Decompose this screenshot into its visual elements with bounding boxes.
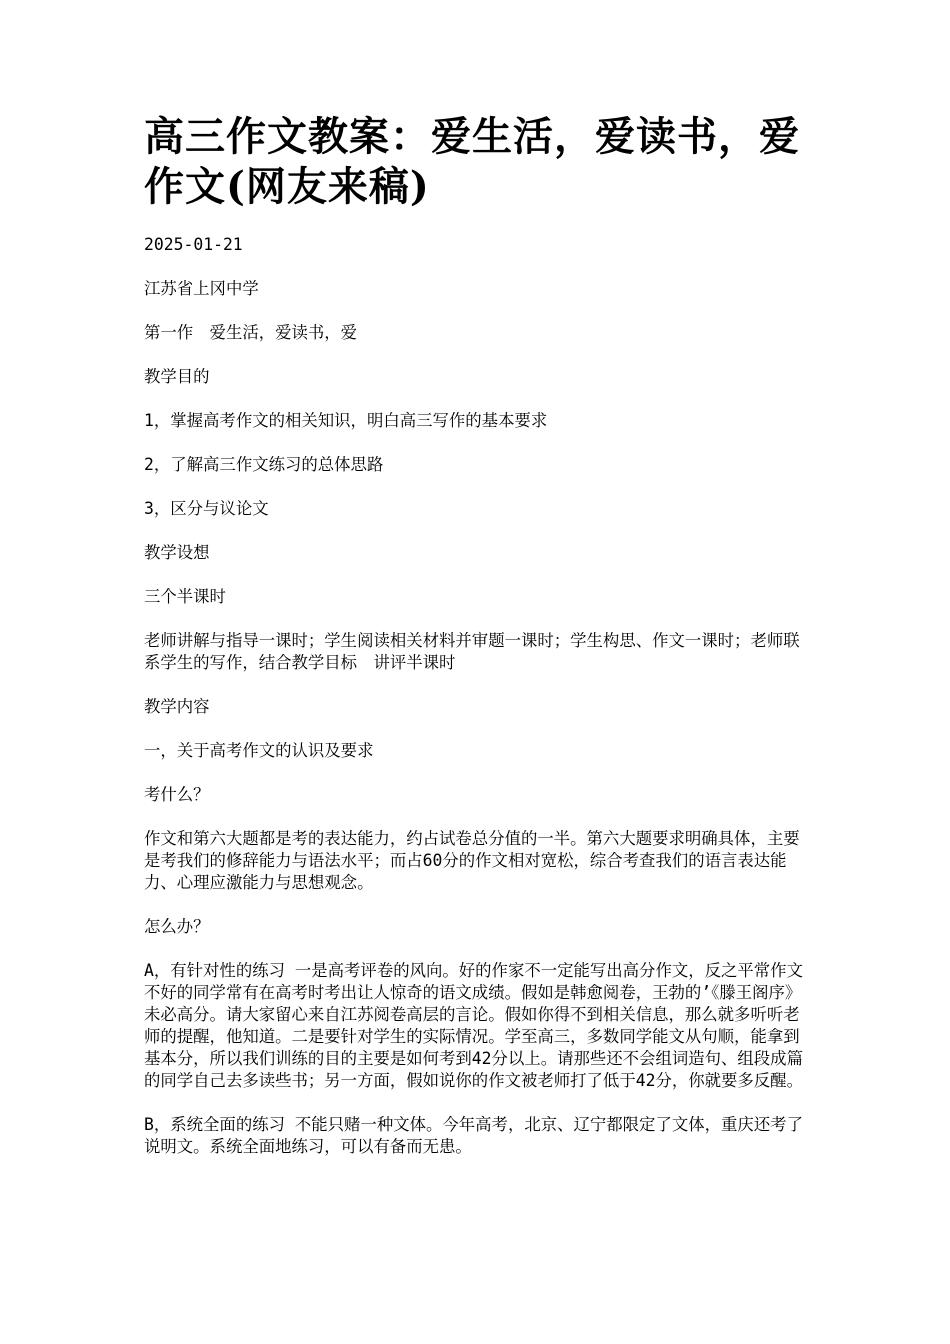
paragraph: 教学设想 xyxy=(144,543,210,562)
paragraph: 作文和第六大题都是考的表达能力，约占试卷总分值的一半。第六大题要求明确具体，主要是考我们的修辞能力与语法水平；而占60分的作文相对宽松，综合考查我们的语言表达能力、心理应激能力与思想观念。 xyxy=(144,829,800,892)
paragraph: 一，关于高考作文的认识及要求 xyxy=(144,741,374,760)
paragraph: 老师讲解与指导一课时；学生阅读相关材料并审题一课时；学生构思、作文一课时；老师联系学生的写作，结合教学目标 讲评半课时 xyxy=(144,631,800,672)
paragraph: 2，了解高三作文练习的总体思路 xyxy=(144,455,384,474)
document-school: 江苏省上冈中学 xyxy=(144,279,259,298)
paragraph: 第一作 爱生活，爱读书，爱 xyxy=(144,323,358,342)
paragraph: 考什么？ xyxy=(144,785,210,804)
document-title: 高三作文教案：爱生活，爱读书，爱作文(网友来稿) xyxy=(144,113,800,210)
paragraph: 1，掌握高考作文的相关知识，明白高三写作的基本要求 xyxy=(144,411,548,430)
paragraph: B，系统全面的练习 不能只赌一种文体。今年高考，北京、辽宁都限定了文体，重庆还考了说明文。系统全面地练习，可以有备而无患。 xyxy=(144,1115,803,1156)
paragraph: 怎么办？ xyxy=(144,917,210,936)
paragraph: A，有针对性的练习 一是高考评卷的风向。好的作家不一定能写出高分作文，反之平常作文不好的同学常有在高考时考出让人惊奇的语文成绩。假如是韩愈阅卷，王勃的’《滕王阁序》未必高分。请大家留心来自江苏阅卷高层的言论。假如你得不到相关信息，那么就多听听老师的提醒，他知道。二是要针对学生的实际情况。学至高三，多数同学能文从句顺，能拿到基本分，所以我们训练的目的主要是如何考到42分以上。请那些还不会组词造句、组段成篇的同学自己去多读些书；另一方面，假如说你的作文被老师打了低于42分，你就要多反醒。 xyxy=(144,961,803,1090)
paragraph: 教学内容 xyxy=(144,697,210,716)
paragraph: 三个半课时 xyxy=(144,587,226,606)
document-page xyxy=(144,112,808,1180)
document-date: 2025-01-21 xyxy=(144,235,243,254)
paragraph: 3，区分与议论文 xyxy=(144,499,269,518)
paragraph: 教学目的 xyxy=(144,367,210,386)
